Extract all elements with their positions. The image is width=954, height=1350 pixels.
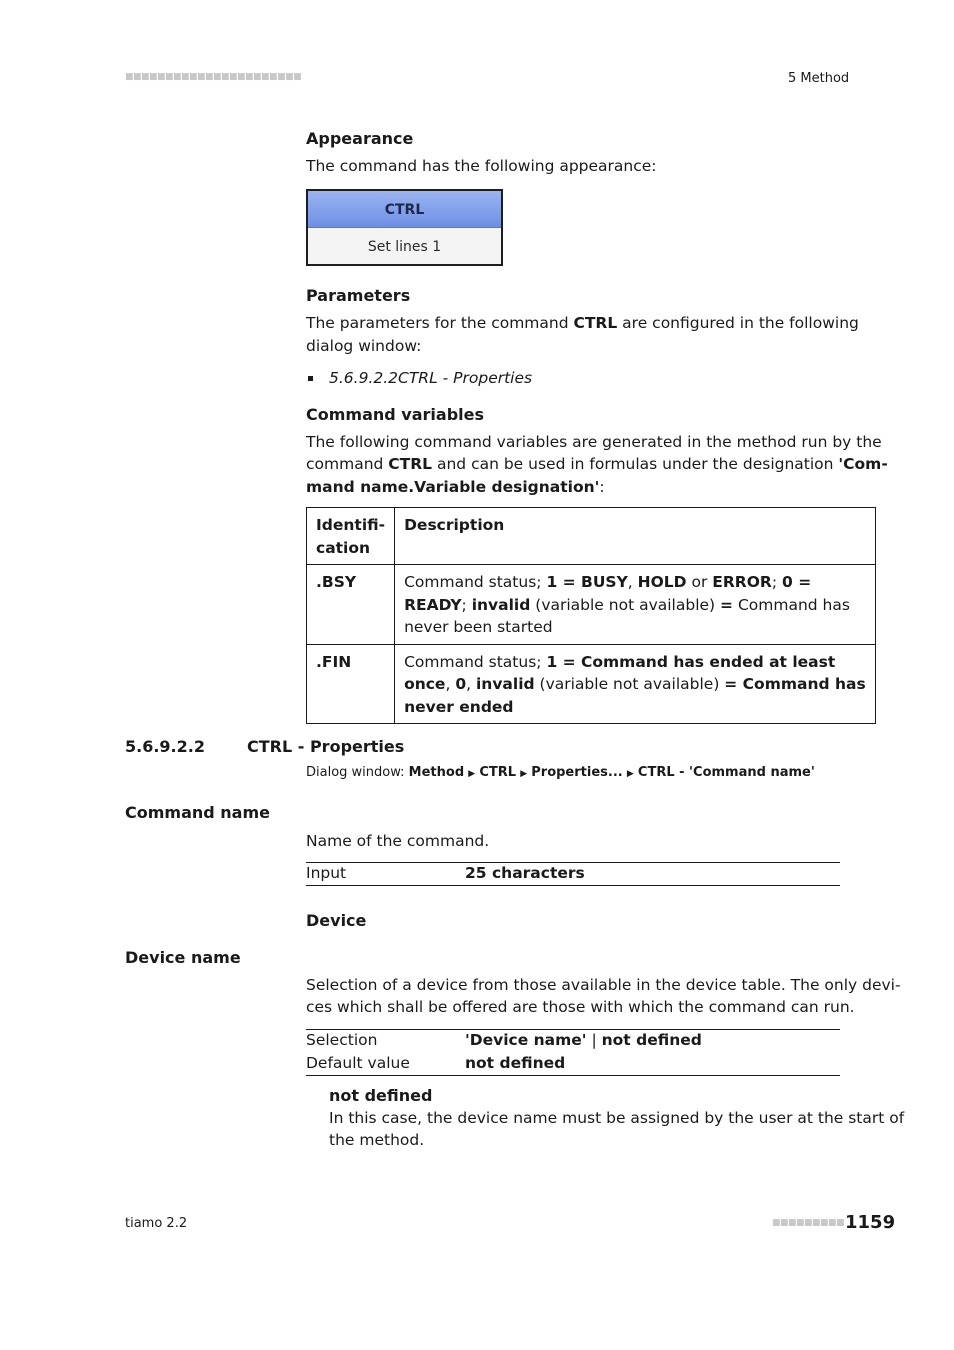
arrow-right-icon: ▶ — [626, 769, 634, 779]
command-variables-line1: The following command variables are generated in the method run by the — [306, 433, 882, 451]
header-decoration: ■■■■■■■■■■■■■■■■■■■■■■ — [125, 72, 302, 82]
table-row — [307, 565, 876, 645]
command-variables-table — [306, 507, 876, 724]
device-text-line2: ces which shall be offered are those with which the command can run. — [306, 998, 855, 1016]
command-name-heading: Command name — [125, 803, 270, 822]
input-value: 25 characters — [465, 864, 585, 882]
not-defined-text-line2: the method. — [329, 1131, 425, 1149]
footer-decoration: ■■■■■■■■■ — [772, 1218, 845, 1228]
not-defined-text-line1: In this case, the device name must be assigned by the user at the start of — [329, 1109, 905, 1127]
divider — [306, 1075, 840, 1076]
widget-title: CTRL — [308, 191, 501, 228]
input-row — [306, 862, 840, 885]
appearance-heading: Appearance — [306, 129, 414, 148]
arrow-right-icon: ▶ — [520, 769, 528, 779]
properties-link[interactable]: 5.6.9.2.2CTRL - Properties — [329, 369, 533, 387]
arrow-right-icon: ▶ — [468, 769, 476, 779]
section-number: 5.6.9.2.2 — [125, 737, 205, 756]
section-title: CTRL - Properties — [247, 737, 405, 756]
table-header-description: Description — [395, 508, 876, 565]
selection-key: Selection — [306, 1031, 378, 1049]
parameters-text-line1: The parameters for the command CTRL are configured in the following — [306, 314, 859, 332]
input-key: Input — [306, 864, 347, 882]
widget-subtitle: Set lines 1 — [308, 228, 501, 264]
selection-value: 'Device name' | not defined — [465, 1031, 702, 1049]
command-variables-line2: command CTRL and can be used in formulas under the designation 'Com- — [306, 455, 888, 473]
parameters-text-line2: dialog window: — [306, 337, 422, 355]
variable-description: Command status; 1 = BUSY, HOLD or ERROR; 0 = READY; invalid (variable not available) = Command has never been started — [395, 565, 876, 645]
chapter-label: 5 Method — [788, 71, 850, 86]
command-variables-heading: Command variables — [306, 405, 484, 424]
bullet-icon — [308, 376, 313, 381]
default-value: not defined — [465, 1054, 566, 1072]
default-value-row — [306, 1052, 840, 1075]
parameters-heading: Parameters — [306, 286, 411, 305]
selection-row — [306, 1029, 840, 1052]
command-variables-line3: mand name.Variable designation': — [306, 478, 605, 496]
device-name-heading: Device name — [125, 948, 241, 967]
ctrl-command-widget — [306, 189, 503, 266]
command-name-text: Name of the command. — [306, 832, 490, 850]
table-row — [307, 644, 876, 724]
variable-id: .BSY — [307, 565, 395, 645]
dialog-window-path: Dialog window: Method ▶ CTRL ▶ Properties... ▶ CTRL - 'Command name' — [306, 765, 815, 780]
device-heading: Device — [306, 911, 367, 930]
default-value-key: Default value — [306, 1054, 410, 1072]
device-text-line1: Selection of a device from those available in the device table. The only devi- — [306, 976, 901, 994]
page-number: 1159 — [845, 1212, 896, 1233]
variable-description: Command status; 1 = Command has ended at least once, 0, invalid (variable not available) = Command has never ended — [395, 644, 876, 724]
variable-id: .FIN — [307, 644, 395, 724]
table-header-row — [307, 508, 876, 565]
product-label: tiamo 2.2 — [125, 1216, 188, 1231]
table-header-identification: Identifi- cation — [307, 508, 395, 565]
appearance-text: The command has the following appearance: — [306, 157, 657, 175]
divider — [306, 885, 840, 886]
not-defined-heading: not defined — [329, 1086, 433, 1105]
